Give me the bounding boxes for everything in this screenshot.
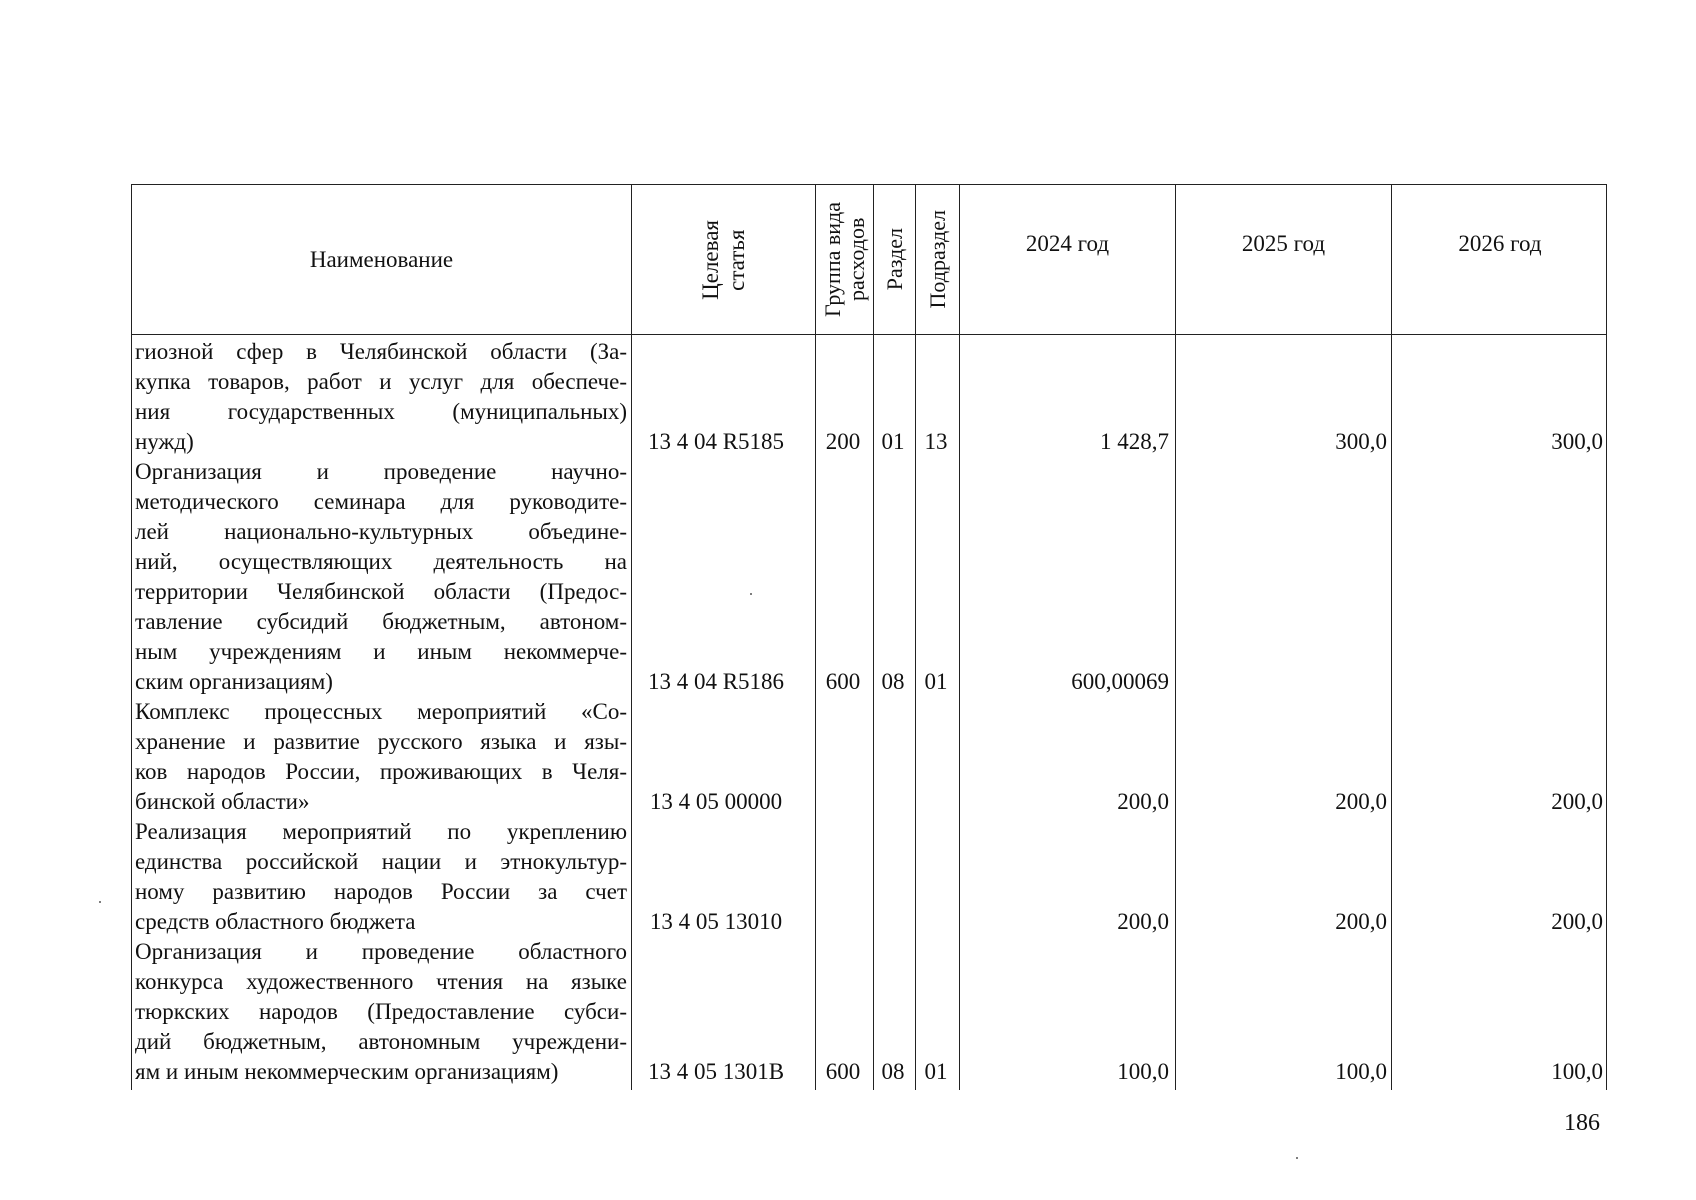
page-number: 186 [1564,1110,1600,1136]
row-subsection [915,907,957,937]
row-2024: 200,0 [1117,909,1169,934]
row-group: 200 [825,429,861,454]
row-2024: 1 428,7 [1100,429,1169,454]
table-row [131,697,1607,817]
row-name-line: Организация и проведение областного [135,939,627,964]
header-section-label: Раздел [881,228,907,291]
row-name-line: лей национально-культурных объедине- [135,519,627,544]
row-subsection: 13 [924,429,948,454]
row-name-line: гиозной сфер в Челябинской области (За- [135,339,627,364]
row-name [135,937,627,1087]
row-2025: 100,0 [1335,1059,1387,1084]
row-2026: 200,0 [1551,789,1603,814]
row-2025 [1177,667,1387,697]
row-code: 13 4 04 R5186 [647,669,785,694]
header-name [132,185,632,334]
row-section: 08 [881,1059,905,1084]
row-name-line: методического семинара для руководите- [135,489,627,514]
header-subsection-label: Подраздел [924,210,950,309]
row-name-line: ским организациям) [135,669,333,694]
row-2024: 100,0 [1117,1059,1169,1084]
table-row [131,457,1607,697]
header-2026 [1392,185,1608,334]
row-2026 [1393,667,1603,697]
scan-speck [99,901,101,903]
row-group: 600 [825,669,861,694]
row-name-line: Организация и проведение научно- [135,459,627,484]
row-2025: 300,0 [1335,429,1387,454]
row-2026: 100,0 [1551,1059,1603,1084]
row-name-line: средств областного бюджета [135,909,416,934]
row-name-line: Реализация мероприятий по укреплению [135,819,627,844]
header-2024 [960,185,1176,334]
row-name [135,697,627,817]
row-subsection [915,787,957,817]
header-expense-group-label: Группа вида расходов [819,202,869,317]
row-name-line: тюркских народов (Предоставление субси- [135,999,627,1024]
row-2024: 200,0 [1117,789,1169,814]
row-name [135,337,627,457]
table-row [131,817,1607,937]
row-section [873,907,913,937]
header-2025-label: 2025 год [1241,231,1326,256]
row-group [815,907,871,937]
row-name-line: ний, осуществляющих деятельность на [135,549,627,574]
row-2026: 300,0 [1551,429,1603,454]
header-section [874,185,916,334]
row-name-line: ния государственных (муниципальных) [135,399,627,424]
row-name-line: единства российской нации и этнокультур- [135,849,627,874]
row-name-line: территории Челябинской области (Предос- [135,579,627,604]
row-name-line: ям и иным некоммерческим организациям) [135,1059,559,1084]
row-name-line: конкурса художественного чтения на языке [135,969,627,994]
scan-speck [750,593,752,595]
row-name-line: тавление субсидий бюджетным, автоном- [135,609,627,634]
row-name [135,817,627,937]
row-subsection: 01 [924,1059,948,1084]
row-code: 13 4 05 13010 [649,909,783,934]
header-2025 [1176,185,1392,334]
row-name-line: нужд) [135,429,194,454]
row-group [815,787,871,817]
row-name-line: дий бюджетным, автономным учреждени- [135,1029,627,1054]
row-group: 600 [825,1059,861,1084]
row-section: 01 [881,429,905,454]
header-name-label: Наименование [309,246,454,272]
row-name-line: купка товаров, работ и услуг для обеспече- [135,369,627,394]
row-2025: 200,0 [1335,789,1387,814]
row-name-line: ным учреждениям и иным некоммерче- [135,639,627,664]
scan-speck [1296,1157,1298,1159]
header-target-article [632,185,816,334]
row-name-line: хранение и развитие русского языка и язы- [135,729,627,754]
row-name-line: ков народов России, проживающих в Челя- [135,759,627,784]
row-section: 08 [881,669,905,694]
header-2024-label: 2024 год [1025,231,1110,256]
row-2026: 200,0 [1551,909,1603,934]
row-code: 13 4 05 1301В [647,1059,785,1084]
header-expense-group [816,185,874,334]
row-2024: 600,00069 [1071,669,1169,694]
row-code: 13 4 05 00000 [649,789,783,814]
table-row [131,937,1607,1087]
header-subsection [916,185,960,334]
row-name [135,457,627,697]
table-row [131,337,1607,457]
row-2025: 200,0 [1335,909,1387,934]
row-section [873,787,913,817]
budget-table [131,184,1607,1090]
row-name-line: Комплекс процессных мероприятий «Со- [135,699,627,724]
row-name-line: бинской области» [135,789,310,814]
header-target-article-label: Целевая статья [697,219,749,300]
row-subsection: 01 [924,669,948,694]
header-2026-label: 2026 год [1458,231,1542,256]
row-name-line: ному развитию народов России за счет [135,879,627,904]
table-header [131,184,1607,335]
row-code: 13 4 04 R5185 [647,429,785,454]
